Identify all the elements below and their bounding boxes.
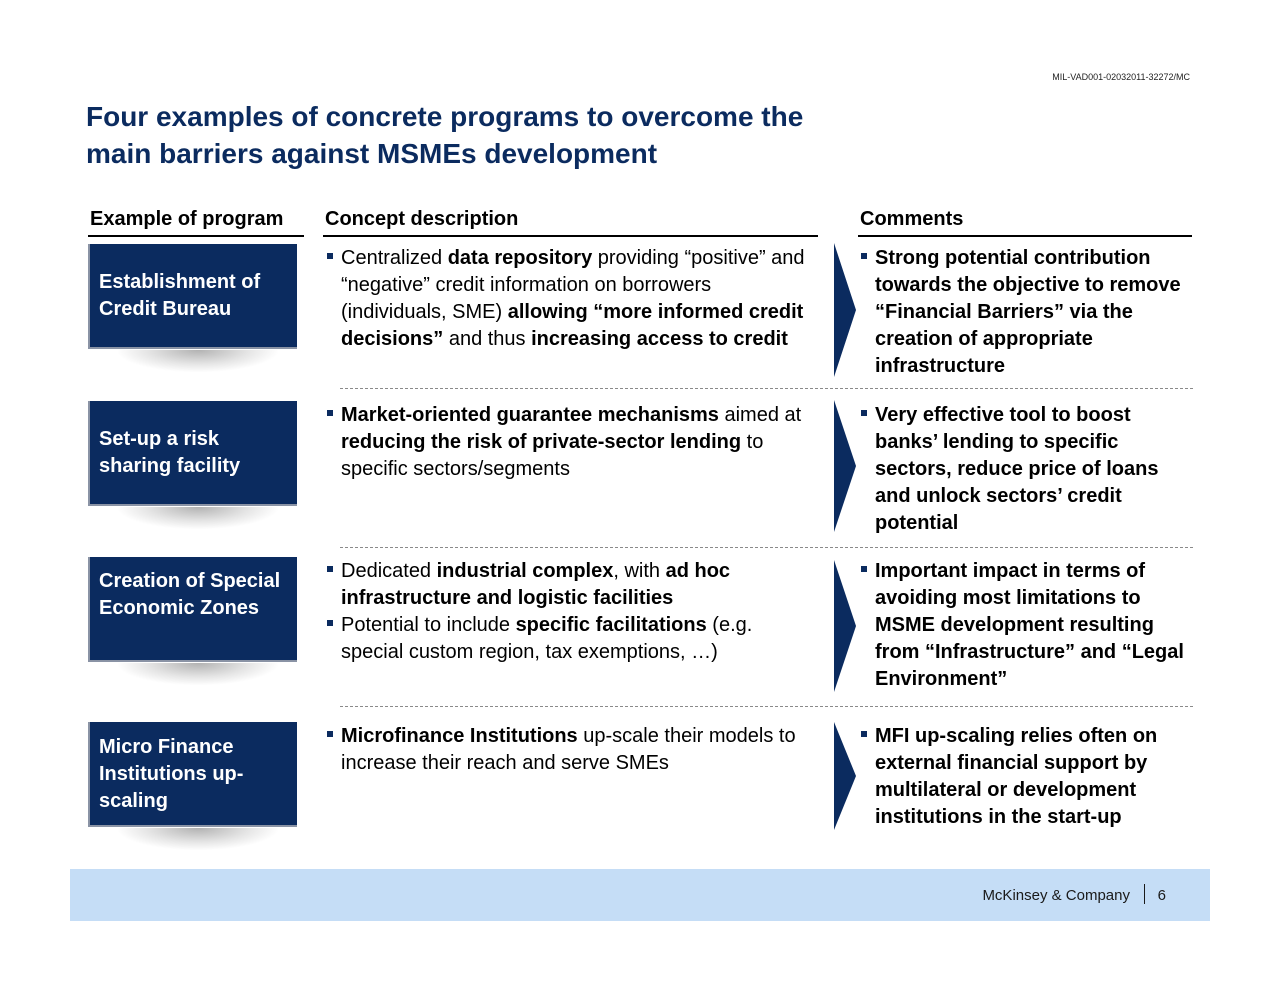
concept-text: and thus xyxy=(443,328,532,350)
concept-text: Centralized xyxy=(341,247,448,269)
concept-list-credit-bureau xyxy=(325,245,820,353)
concept-text-bold: ad hoc infrastructure and logistic facilities xyxy=(341,560,731,609)
comment-list-risk-sharing xyxy=(859,402,1194,537)
concept-text-bold: increasing access to credit xyxy=(531,328,788,350)
concept-text: up-scale their models to increase their reach and serve SMEs xyxy=(341,725,796,774)
comment-list-special-economic-zones xyxy=(859,558,1194,693)
concept-text: aimed at xyxy=(718,404,802,426)
footer-divider xyxy=(1144,884,1145,904)
page-number: 6 xyxy=(1157,887,1166,904)
concept-text-bold: data repository xyxy=(447,247,593,269)
page-title xyxy=(86,98,986,172)
concept-text: Potential to include xyxy=(341,614,516,636)
concept-text: providing “positive” and “negative” credit information on borrowers (individuals, SME) xyxy=(341,247,805,323)
comment-item: Very effective tool to boost banks’ lending to specific sectors, reduce price of loans and unlock sectors’ credit potential xyxy=(859,402,1194,537)
comment-list-micro-finance xyxy=(859,723,1194,831)
header-concept-description: Concept description xyxy=(325,208,519,230)
program-box-special-economic-zones: Creation of Special Economic Zones xyxy=(88,557,297,662)
program-box-credit-bureau: Establishment of Credit Bureau xyxy=(88,244,297,349)
concept-item xyxy=(325,402,820,483)
concept-item xyxy=(325,245,820,353)
concept-item xyxy=(325,723,820,777)
program-box-shadow xyxy=(118,350,278,372)
row-separator xyxy=(340,547,1193,548)
comment-item: Important impact in terms of avoiding most limitations to MSME development resulting from “Infrastructure” and “Legal Environment” xyxy=(859,558,1194,693)
comment-item: MFI up-scaling relies often on external financial support by multilateral or development institutions in the start-up xyxy=(859,723,1194,831)
chevron-right-icon xyxy=(834,560,856,692)
chevron-right-icon xyxy=(834,722,856,830)
concept-text: to specific sectors/segments xyxy=(341,431,764,480)
program-box-shadow xyxy=(118,507,278,529)
header-comments: Comments xyxy=(860,208,964,230)
program-box-micro-finance: Micro Finance Institutions up-scaling xyxy=(88,722,297,827)
program-box-shadow xyxy=(118,828,278,850)
concept-text: (e.g. special custom region, tax exemptions, …) xyxy=(341,614,753,663)
concept-item xyxy=(325,558,820,612)
header-rule-comments xyxy=(858,235,1192,237)
header-rule-concept xyxy=(323,235,818,237)
chevron-right-icon xyxy=(834,400,856,532)
document-id: MIL-VAD001-02032011-32272/MC xyxy=(1052,72,1190,82)
header-rule-program xyxy=(88,235,304,237)
concept-text-bold: reducing the risk of private-sector lending xyxy=(341,431,742,453)
concept-text-bold: industrial complex xyxy=(436,560,614,582)
row-separator xyxy=(340,706,1193,707)
program-box-shadow xyxy=(118,663,278,685)
concept-text-bold: Market-oriented guarantee mechanisms xyxy=(341,404,719,426)
concept-item xyxy=(325,612,820,666)
program-box-risk-sharing: Set-up a risk sharing facility xyxy=(88,401,297,506)
header-example-of-program: Example of program xyxy=(90,208,284,230)
concept-list-special-economic-zones xyxy=(325,558,820,666)
concept-text: , with xyxy=(613,560,666,582)
page-title-line-1: Four examples of concrete programs to overcome the xyxy=(86,101,804,132)
chevron-right-icon xyxy=(834,243,856,377)
concept-text: Dedicated xyxy=(341,560,437,582)
footer-brand: McKinsey & Company xyxy=(982,887,1130,904)
concept-text-bold: allowing “more informed credit decisions” xyxy=(341,301,804,350)
comment-item: Strong potential contribution towards the objective to remove “Financial Barriers” via the creation of appropriate infrastructure xyxy=(859,245,1194,380)
concept-list-micro-finance xyxy=(325,723,820,777)
concept-list-risk-sharing xyxy=(325,402,820,483)
footer-band xyxy=(70,869,1210,921)
row-separator xyxy=(340,388,1193,389)
comment-list-credit-bureau xyxy=(859,245,1194,380)
concept-text-bold: specific facilitations xyxy=(515,614,707,636)
page-title-line-2: main barriers against MSMEs development xyxy=(86,138,658,169)
concept-text-bold: Microfinance Institutions xyxy=(341,725,578,747)
